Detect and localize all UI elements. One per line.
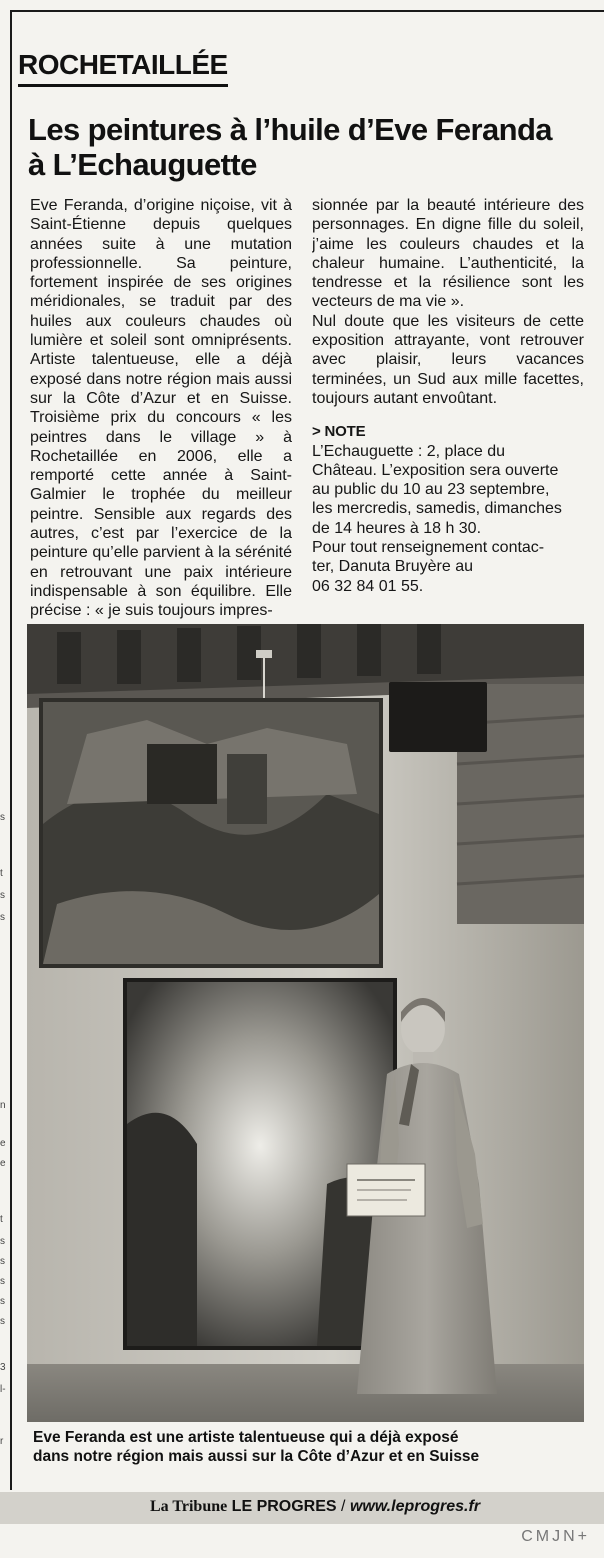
caption-line-2: dans notre région mais aussi sur la Côte d’Azur et en Suisse: [33, 1448, 480, 1465]
note-line: ter, Danuta Bruyère au: [312, 558, 473, 576]
margin-fragment: s: [0, 1276, 5, 1287]
note-line: Château. L’exposition sera ouverte: [312, 461, 559, 479]
caption-line-1: Eve Feranda est une artiste talentueuse qui a déjà exposé: [33, 1429, 459, 1446]
note-line: de 14 heures à 18 h 30.: [312, 519, 482, 537]
margin-fragment: s: [0, 1236, 5, 1247]
article-column-2: [312, 196, 584, 616]
footer-separator: /: [341, 1498, 346, 1515]
margin-fragment: s: [0, 1296, 5, 1307]
margin-fragment: n: [0, 1100, 6, 1111]
note-line: L’Echauguette : 2, place du: [312, 442, 506, 460]
margin-fragment: 3: [0, 1362, 6, 1373]
note-line: au public du 10 au 23 septembre,: [312, 481, 550, 499]
margin-fragment: s: [0, 890, 5, 901]
note-line: les mercredis, samedis, dimanches: [312, 500, 562, 518]
print-color-marks: CMJN+: [521, 1528, 590, 1545]
note-label: > NOTE: [312, 423, 366, 441]
article-body-paragraph: sionnée par la beauté intérieure des personnages. En digne fille du soleil, j’aime les couleurs chaudes et la chaleur humaine. L’authenticité, la tendresse et la résilience sont les vecteurs de ma vie ».: [312, 197, 584, 311]
margin-fragment: t: [0, 868, 3, 879]
top-rule: [10, 10, 604, 12]
note-text: [312, 442, 584, 596]
column-rule: [10, 10, 12, 1490]
photo-caption: [33, 1428, 588, 1466]
margin-fragment: e: [0, 1138, 6, 1149]
article-body-paragraph: Nul doute que les visiteurs de cette exposition attrayante, vont retrouver avec plaisir, leurs vacances terminées, un Sud aux mille facettes, toujours autant envoûtant.: [312, 312, 584, 407]
section-rubric: ROCHETAILLÉE: [18, 50, 228, 87]
margin-fragment: r: [0, 1436, 4, 1447]
note-line: Pour tout renseignement contac-: [312, 539, 545, 557]
margin-fragment: s: [0, 1256, 5, 1267]
margin-fragment: t: [0, 1214, 3, 1225]
newspaper-brand: La Tribune: [150, 1498, 228, 1515]
article-body-paragraph: Eve Feranda, d’origine niçoise, vit à Saint-Étienne depuis quelques années suite à une mutation professionnelle. Sa peinture, fortement inspirée de ses origines méridionales, se traduit par des huiles aux couleurs chaudes où lumière et soleil sont omniprésents. Artiste talentueuse, elle a déjà exposé dans notre région mais aussi sur la Côte d’Azur et en Suisse. Troisième prix du concours « les peintres dans le village » à Rochetaillée en 2006, elle a remporté cette année à Saint-Galmier le trophée du meilleur peintre. Sensible aux regards des autres, c’est par l’exercice de la peinture qu’elle parvient à la sérénité en retrouvant une paix intérieure indispensable à son équilibre. Elle précise : « je suis toujours impres-: [30, 197, 292, 620]
newspaper-brand-name: LE PROGRES: [231, 1498, 337, 1515]
headline-line-2: à L’Echauguette: [28, 147, 257, 182]
article-headline: [28, 112, 588, 182]
headline-line-1: Les peintures à l’huile d’Eve Feranda: [28, 112, 552, 147]
article-photo: [27, 624, 584, 1422]
margin-fragment: s: [0, 812, 5, 823]
margin-fragment: s: [0, 1316, 5, 1327]
newspaper-footer: [150, 1497, 480, 1517]
article-column-1: [30, 196, 292, 622]
note-line: 06 32 84 01 55.: [312, 577, 424, 595]
margin-fragment: e: [0, 1158, 6, 1169]
newspaper-url: www.leprogres.fr: [349, 1498, 481, 1515]
margin-fragment: l-: [0, 1384, 6, 1395]
margin-fragment: s: [0, 912, 5, 923]
